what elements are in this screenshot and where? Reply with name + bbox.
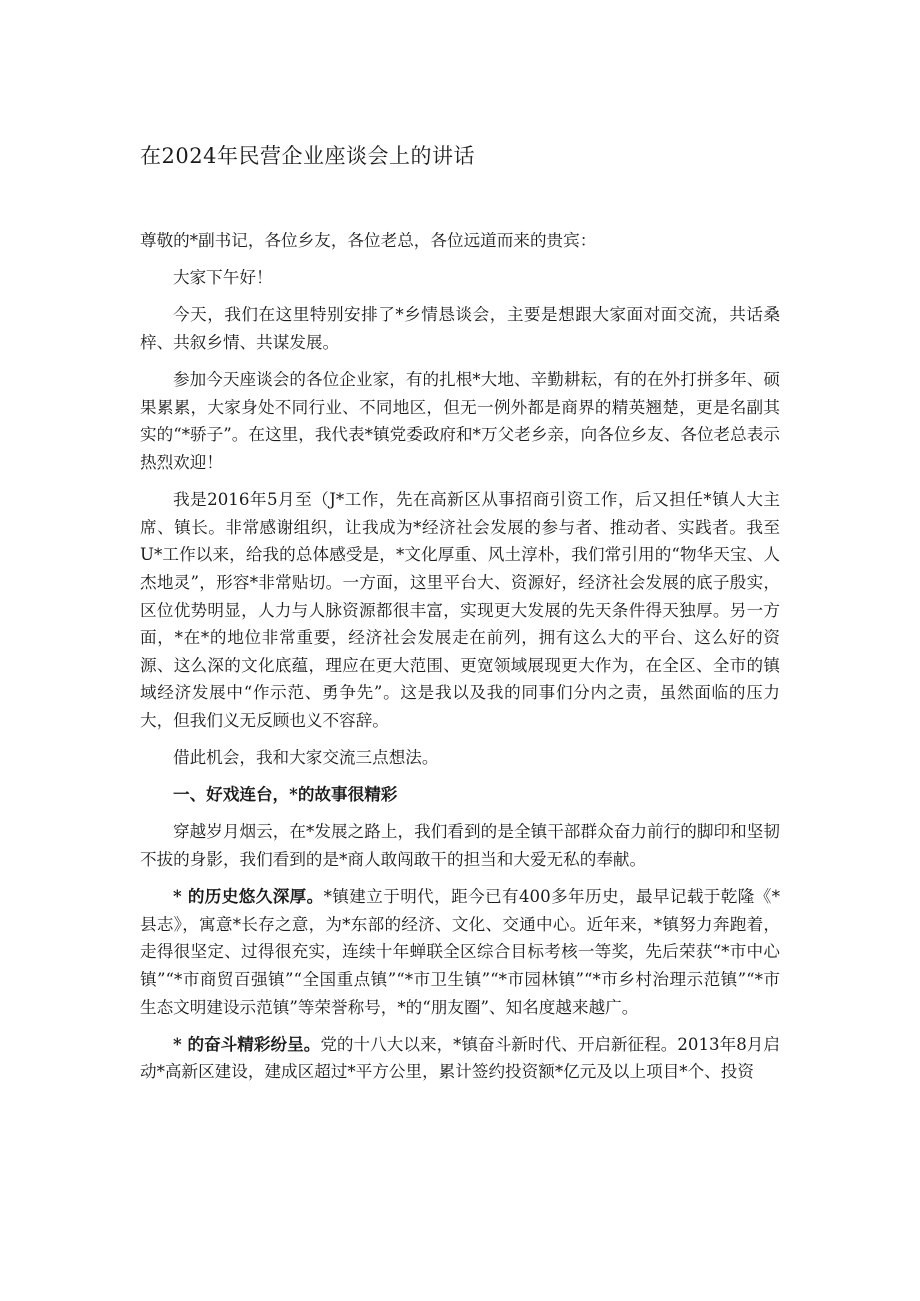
salutation: 尊敬的*副书记，各位乡友，各位老总，各位远道而来的贵宾： bbox=[140, 231, 597, 250]
section-heading-1: 一、好戏连台，*的故事很精彩 bbox=[173, 784, 398, 805]
paragraph-journey: 穿越岁月烟云，在*发展之路上，我们看到的是全镇干部群众奋力前行的脚印和坚韧不拔的身影，我们看到的是*商人敢闯敢干的担当和大爱无私的奉献。 bbox=[140, 822, 780, 870]
paragraph-history bbox=[140, 883, 780, 1021]
document-title: 在2024年民营企业座谈会上的讲话 bbox=[140, 144, 475, 168]
paragraph-three-points: 借此机会，我和大家交流三点想法。 bbox=[173, 748, 439, 768]
struggle-lead: * 的奋斗精彩纷呈。 bbox=[173, 1033, 321, 1054]
history-body: *镇建立于明代，距今已有400多年历史，最早记载于乾隆《*县志》，寓意*长存之意，为*东部的经济、文化、交通中心。近年来，*镇努力奔跑着，走得很坚定、过得很充实，连续十年蝉联全区综合目标考核一等奖，先后荣获“*市中心镇”“*市商贸百强镇”“全国重点镇”“*市卫生镇”“*市园林镇”“*市乡村治理示范镇”“*市生态文明建设示范镇”等荣誉称号，*的“朋友圈”、知名度越来越广。 bbox=[140, 887, 780, 1017]
paragraph-entrepreneurs: 参加今天座谈会的各位企业家，有的扎根*大地、辛勤耕耘，有的在外打拼多年、硕果累累，大家身处不同行业、不同地区，但无一例外都是商界的精英翘楚，更是名副其实的“*骄子”。在这里，我代表*镇党委政府和*万父老乡亲，向各位乡友、各位老总表示热烈欢迎！ bbox=[140, 370, 780, 472]
paragraph-personal: 我是2016年5月至（J*工作，先在高新区从事招商引资工作，后又担任*镇人大主席、镇长。非常感谢组织，让我成为*经济社会发展的参与者、推动者、实践者。我至U*工作以来，给我的总体感受是，*文化厚重、风土淳朴，我们常引用的“物华天宝、人杰地灵”，形容*非常贴切。一方面，这里平台大、资源好，经济社会发展的底子殷实，区位优势明显，人力与人脉资源都很丰富，实现更大发展的先天条件得天独厚。另一方面，*在*的地位非常重要，经济社会发展走在前列，拥有这么大的平台、这么好的资源、这么深的文化底蕴，理应在更大范围、更宽领域展现更大作为，在全区、全市的镇域经济发展中“作示范、勇争先”。这是我以及我的同事们分内之责，虽然面临的压力大，但我们义无反顾也义不容辞。 bbox=[140, 490, 780, 730]
document-body bbox=[140, 227, 780, 1096]
history-lead: * 的历史悠久深厚。 bbox=[173, 886, 324, 907]
greeting: 大家下午好！ bbox=[173, 268, 273, 288]
struggle-body: 党的十八大以来，*镇奋斗新时代、开启新征程。2013年8月启动*高新区建设，建成区超过*平方公里，累计签约投资额*亿元及以上项目*个、投资 bbox=[140, 1034, 780, 1082]
paragraph-intro: 今天，我们在这里特别安排了*乡情恳谈会，主要是想跟大家面对面交流，共话桑梓、共叙乡情、共谋发展。 bbox=[140, 305, 780, 352]
paragraph-struggle bbox=[140, 1031, 780, 1086]
